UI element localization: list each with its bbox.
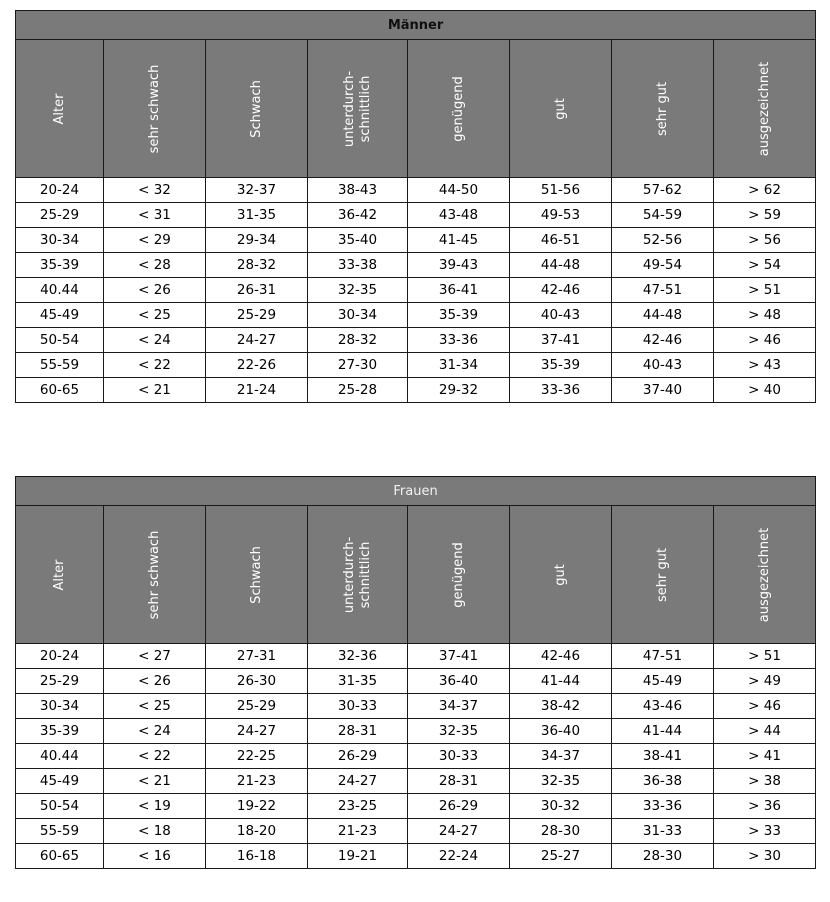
- table-cell: < 21: [104, 378, 206, 403]
- table-cell: > 46: [714, 694, 816, 719]
- table-cell: > 59: [714, 203, 816, 228]
- column-header-label: gut: [552, 563, 568, 586]
- table-cell: 28-30: [612, 844, 714, 869]
- table-cell: 43-48: [408, 203, 510, 228]
- table-cell: 49-53: [510, 203, 612, 228]
- age-cell: 35-39: [16, 719, 104, 744]
- table-cell: < 21: [104, 769, 206, 794]
- age-cell: 45-49: [16, 303, 104, 328]
- table-cell: < 27: [104, 644, 206, 669]
- table-cell: 32-35: [510, 769, 612, 794]
- men-column-header-unterdurch-schnittlich: [308, 40, 408, 178]
- table-cell: 24-27: [206, 719, 308, 744]
- table-cell: 32-36: [308, 644, 408, 669]
- table-cell: 39-43: [408, 253, 510, 278]
- table-cell: 31-35: [308, 669, 408, 694]
- table-cell: < 26: [104, 669, 206, 694]
- table-cell: 24-27: [206, 328, 308, 353]
- table-row: [16, 794, 816, 819]
- table-cell: < 22: [104, 353, 206, 378]
- table-cell: 54-59: [612, 203, 714, 228]
- table-cell: 19-21: [308, 844, 408, 869]
- women-header-row: [16, 506, 816, 644]
- table-row: [16, 769, 816, 794]
- table-cell: 35-39: [408, 303, 510, 328]
- table-cell: 40-43: [612, 353, 714, 378]
- table-cell: 22-25: [206, 744, 308, 769]
- table-cell: > 62: [714, 178, 816, 203]
- table-cell: < 29: [104, 228, 206, 253]
- table-cell: 16-18: [206, 844, 308, 869]
- table-cell: > 48: [714, 303, 816, 328]
- table-cell: > 33: [714, 819, 816, 844]
- table-cell: 30-34: [308, 303, 408, 328]
- table-cell: 28-31: [408, 769, 510, 794]
- women-table: [15, 476, 816, 869]
- table-row: [16, 328, 816, 353]
- table-cell: 44-48: [510, 253, 612, 278]
- table-cell: 47-51: [612, 644, 714, 669]
- table-cell: 30-33: [308, 694, 408, 719]
- table-cell: 25-28: [308, 378, 408, 403]
- table-row: [16, 178, 816, 203]
- table-cell: < 31: [104, 203, 206, 228]
- table-cell: 27-30: [308, 353, 408, 378]
- table-cell: 42-46: [510, 278, 612, 303]
- table-row: [16, 644, 816, 669]
- table-cell: 45-49: [612, 669, 714, 694]
- table-cell: 35-40: [308, 228, 408, 253]
- table-cell: 32-35: [408, 719, 510, 744]
- age-cell: 55-59: [16, 353, 104, 378]
- table-cell: 42-46: [612, 328, 714, 353]
- table-cell: 38-41: [612, 744, 714, 769]
- table-cell: 36-40: [510, 719, 612, 744]
- table-cell: 37-40: [612, 378, 714, 403]
- table-cell: 41-45: [408, 228, 510, 253]
- table-cell: 30-32: [510, 794, 612, 819]
- table-cell: > 51: [714, 278, 816, 303]
- table-row: [16, 228, 816, 253]
- men-table-title: Männer: [16, 11, 816, 40]
- table-cell: 28-31: [308, 719, 408, 744]
- women-column-header-alter: [16, 506, 104, 644]
- table-cell: < 32: [104, 178, 206, 203]
- table-row: [16, 819, 816, 844]
- men-column-header-schwach: [206, 40, 308, 178]
- table-cell: > 56: [714, 228, 816, 253]
- table-cell: < 19: [104, 794, 206, 819]
- table-cell: 28-32: [308, 328, 408, 353]
- table-row: [16, 203, 816, 228]
- table-cell: < 26: [104, 278, 206, 303]
- column-header-label: Schwach: [248, 79, 264, 138]
- table-cell: 27-31: [206, 644, 308, 669]
- table-cell: > 30: [714, 844, 816, 869]
- column-header-label: sehr gut: [654, 547, 670, 602]
- column-header-label: sehr schwach: [146, 530, 162, 619]
- table-cell: 46-51: [510, 228, 612, 253]
- table-cell: 24-27: [308, 769, 408, 794]
- table-cell: 23-25: [308, 794, 408, 819]
- table-cell: 24-27: [408, 819, 510, 844]
- table-cell: > 49: [714, 669, 816, 694]
- age-cell: 30-34: [16, 694, 104, 719]
- table-cell: 37-41: [510, 328, 612, 353]
- men-column-header-gut: [510, 40, 612, 178]
- table-cell: 28-30: [510, 819, 612, 844]
- column-header-label: genügend: [450, 541, 466, 608]
- table-cell: 36-42: [308, 203, 408, 228]
- table-cell: 21-24: [206, 378, 308, 403]
- column-header-label: genügend: [450, 75, 466, 142]
- table-cell: > 46: [714, 328, 816, 353]
- table-cell: 34-37: [408, 694, 510, 719]
- table-row: [16, 303, 816, 328]
- table-row: [16, 353, 816, 378]
- column-header-label: sehr schwach: [146, 64, 162, 153]
- table-cell: < 16: [104, 844, 206, 869]
- table-row: [16, 278, 816, 303]
- table-cell: 35-39: [510, 353, 612, 378]
- women-column-header-sehr-schwach: [104, 506, 206, 644]
- table-cell: 26-29: [408, 794, 510, 819]
- table-cell: 36-41: [408, 278, 510, 303]
- men-column-header-genuegend: [408, 40, 510, 178]
- table-row: [16, 253, 816, 278]
- table-cell: 31-33: [612, 819, 714, 844]
- table-row: [16, 669, 816, 694]
- table-cell: > 36: [714, 794, 816, 819]
- age-cell: 60-65: [16, 844, 104, 869]
- column-header-label: gut: [552, 97, 568, 120]
- table-cell: 18-20: [206, 819, 308, 844]
- age-cell: 20-24: [16, 644, 104, 669]
- table-cell: 41-44: [612, 719, 714, 744]
- men-table-body: [16, 178, 816, 403]
- table-cell: 21-23: [308, 819, 408, 844]
- column-header-label: ausgezeichnet: [756, 527, 772, 622]
- table-cell: < 25: [104, 303, 206, 328]
- table-cell: > 40: [714, 378, 816, 403]
- women-column-header-genuegend: [408, 506, 510, 644]
- table-cell: 49-54: [612, 253, 714, 278]
- age-cell: 35-39: [16, 253, 104, 278]
- table-cell: 36-38: [612, 769, 714, 794]
- table-cell: 38-43: [308, 178, 408, 203]
- table-row: [16, 694, 816, 719]
- table-cell: 37-41: [408, 644, 510, 669]
- table-cell: 26-30: [206, 669, 308, 694]
- column-header-label: unterdurch- schnittlich: [341, 536, 373, 613]
- column-header-label: sehr gut: [654, 81, 670, 136]
- women-table-title: Frauen: [16, 477, 816, 506]
- table-cell: 44-48: [612, 303, 714, 328]
- age-cell: 50-54: [16, 328, 104, 353]
- table-cell: 19-22: [206, 794, 308, 819]
- table-cell: > 41: [714, 744, 816, 769]
- women-column-header-gut: [510, 506, 612, 644]
- table-cell: 32-37: [206, 178, 308, 203]
- table-cell: < 25: [104, 694, 206, 719]
- table-cell: < 24: [104, 719, 206, 744]
- age-cell: 50-54: [16, 794, 104, 819]
- table-cell: 51-56: [510, 178, 612, 203]
- table-cell: 25-29: [206, 694, 308, 719]
- age-cell: 20-24: [16, 178, 104, 203]
- table-cell: 21-23: [206, 769, 308, 794]
- table-cell: 32-35: [308, 278, 408, 303]
- table-cell: 36-40: [408, 669, 510, 694]
- table-cell: 34-37: [510, 744, 612, 769]
- age-cell: 40.44: [16, 744, 104, 769]
- table-cell: < 22: [104, 744, 206, 769]
- table-cell: > 51: [714, 644, 816, 669]
- women-table-body: [16, 644, 816, 869]
- table-cell: 33-38: [308, 253, 408, 278]
- column-header-label: Schwach: [248, 545, 264, 604]
- age-cell: 25-29: [16, 669, 104, 694]
- women-column-header-ausgezeichnet: [714, 506, 816, 644]
- table-cell: 22-26: [206, 353, 308, 378]
- table-cell: 44-50: [408, 178, 510, 203]
- table-cell: 30-33: [408, 744, 510, 769]
- table-cell: 33-36: [510, 378, 612, 403]
- table-cell: 47-51: [612, 278, 714, 303]
- column-header-label: ausgezeichnet: [756, 61, 772, 156]
- table-cell: 25-27: [510, 844, 612, 869]
- table-cell: 22-24: [408, 844, 510, 869]
- table-cell: 29-32: [408, 378, 510, 403]
- table-cell: 29-34: [206, 228, 308, 253]
- table-cell: 52-56: [612, 228, 714, 253]
- table-cell: 57-62: [612, 178, 714, 203]
- table-cell: 38-42: [510, 694, 612, 719]
- women-column-header-sehr-gut: [612, 506, 714, 644]
- table-cell: 33-36: [408, 328, 510, 353]
- table-row: [16, 744, 816, 769]
- table-cell: 40-43: [510, 303, 612, 328]
- table-row: [16, 719, 816, 744]
- age-cell: 60-65: [16, 378, 104, 403]
- table-cell: < 18: [104, 819, 206, 844]
- column-header-label: unterdurch- schnittlich: [341, 70, 373, 147]
- table-cell: 31-35: [206, 203, 308, 228]
- women-column-header-schwach: [206, 506, 308, 644]
- table-cell: < 28: [104, 253, 206, 278]
- column-header-label: Alter: [51, 93, 67, 124]
- age-cell: 25-29: [16, 203, 104, 228]
- men-column-header-alter: [16, 40, 104, 178]
- table-row: [16, 844, 816, 869]
- table-cell: 41-44: [510, 669, 612, 694]
- table-cell: 42-46: [510, 644, 612, 669]
- table-cell: > 44: [714, 719, 816, 744]
- age-cell: 40.44: [16, 278, 104, 303]
- men-column-header-sehr-schwach: [104, 40, 206, 178]
- table-cell: > 38: [714, 769, 816, 794]
- table-cell: > 54: [714, 253, 816, 278]
- men-header-row: [16, 40, 816, 178]
- table-row: [16, 378, 816, 403]
- table-cell: 25-29: [206, 303, 308, 328]
- table-cell: 31-34: [408, 353, 510, 378]
- men-column-header-sehr-gut: [612, 40, 714, 178]
- table-cell: 43-46: [612, 694, 714, 719]
- column-header-label: Alter: [51, 559, 67, 590]
- age-cell: 55-59: [16, 819, 104, 844]
- table-cell: < 24: [104, 328, 206, 353]
- table-cell: 28-32: [206, 253, 308, 278]
- table-cell: 26-31: [206, 278, 308, 303]
- women-column-header-unterdurch-schnittlich: [308, 506, 408, 644]
- table-cell: 26-29: [308, 744, 408, 769]
- age-cell: 30-34: [16, 228, 104, 253]
- table-cell: > 43: [714, 353, 816, 378]
- age-cell: 45-49: [16, 769, 104, 794]
- men-table: [15, 10, 816, 403]
- men-column-header-ausgezeichnet: [714, 40, 816, 178]
- table-cell: 33-36: [612, 794, 714, 819]
